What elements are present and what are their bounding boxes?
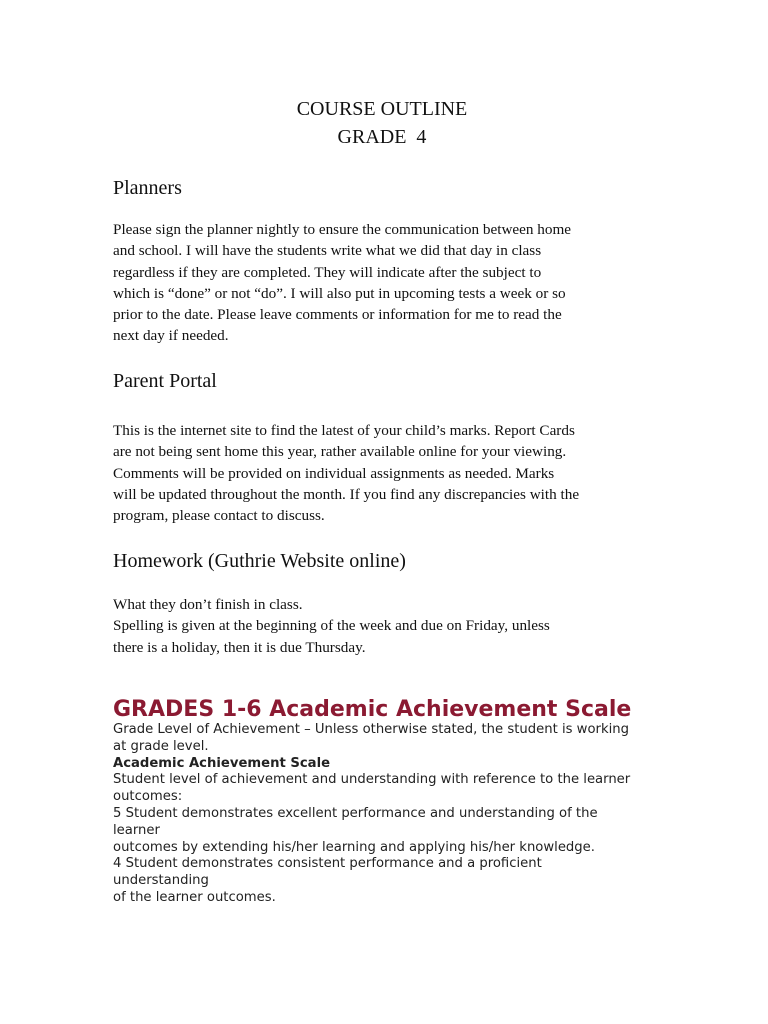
scale-intro-line: at grade level. [113,738,209,754]
section-heading-parent-portal: Parent Portal [113,370,217,392]
paragraph-line: program, please contact to discuss. [113,507,325,525]
scale-body-line: outcomes: [113,789,183,805]
scale-body-line: Student level of achievement and understanding with reference to the learner [113,772,631,788]
paragraph-line: prior to the date. Please leave comments or information for me to read the [113,306,562,324]
scale-body-line: outcomes by extending his/her learning and applying his/her knowledge. [113,839,595,855]
paragraph-line: This is the internet site to find the latest of your child’s marks. Report Cards [113,422,575,439]
scale-body-line: understanding [113,873,209,889]
title-line-grade: GRADE 4 [337,126,427,148]
scale-body-line: 4 Student demonstrates consistent performance and a proficient [113,856,542,872]
paragraph-line: Please sign the planner nightly to ensure the communication between home [113,221,572,238]
paragraph-line: Comments will be provided on individual assignments as needed. Marks [113,464,555,482]
scale-body-line: of the learner outcomes. [113,889,276,905]
paragraph-line: What they don’t finish in class. [113,596,303,613]
section-body-homework [113,594,673,658]
scale-body-line: learner [113,822,160,838]
paragraph-line: are not being sent home this year, rather available online for your viewing. [113,443,567,461]
paragraph-line: there is a holiday, then it is due Thursday. [113,638,366,656]
section-body-parent-portal [113,420,673,526]
paragraph-line: Spelling is given at the beginning of the week and due on Friday, unless [113,617,550,635]
scale-intro-line: Grade Level of Achievement – Unless otherwise stated, the student is working [113,722,629,737]
paragraph-line: which is “done” or not “do”. I will also put in upcoming tests a week or so [113,284,566,302]
title-line-course-outline: COURSE OUTLINE [296,98,468,120]
section-body-planners [113,219,673,347]
paragraph-line: will be updated throughout the month. If you find any discrepancies with the [113,485,580,503]
paragraph-line: regardless if they are completed. They will indicate after the subject to [113,263,542,281]
achievement-scale-title: GRADES 1-6 Academic Achievement Scale [113,697,632,722]
scale-body-line: 5 Student demonstrates excellent performance and understanding of the [113,805,598,821]
scale-subheading: Academic Achievement Scale [113,755,331,771]
section-heading-planners: Planners [113,177,182,199]
section-heading-homework: Homework (Guthrie Website online) [113,550,406,572]
achievement-scale-body [113,722,673,907]
paragraph-line: next day if needed. [113,327,229,345]
paragraph-line: and school. I will have the students write what we did that day in class [113,242,542,260]
document-title [0,95,764,151]
